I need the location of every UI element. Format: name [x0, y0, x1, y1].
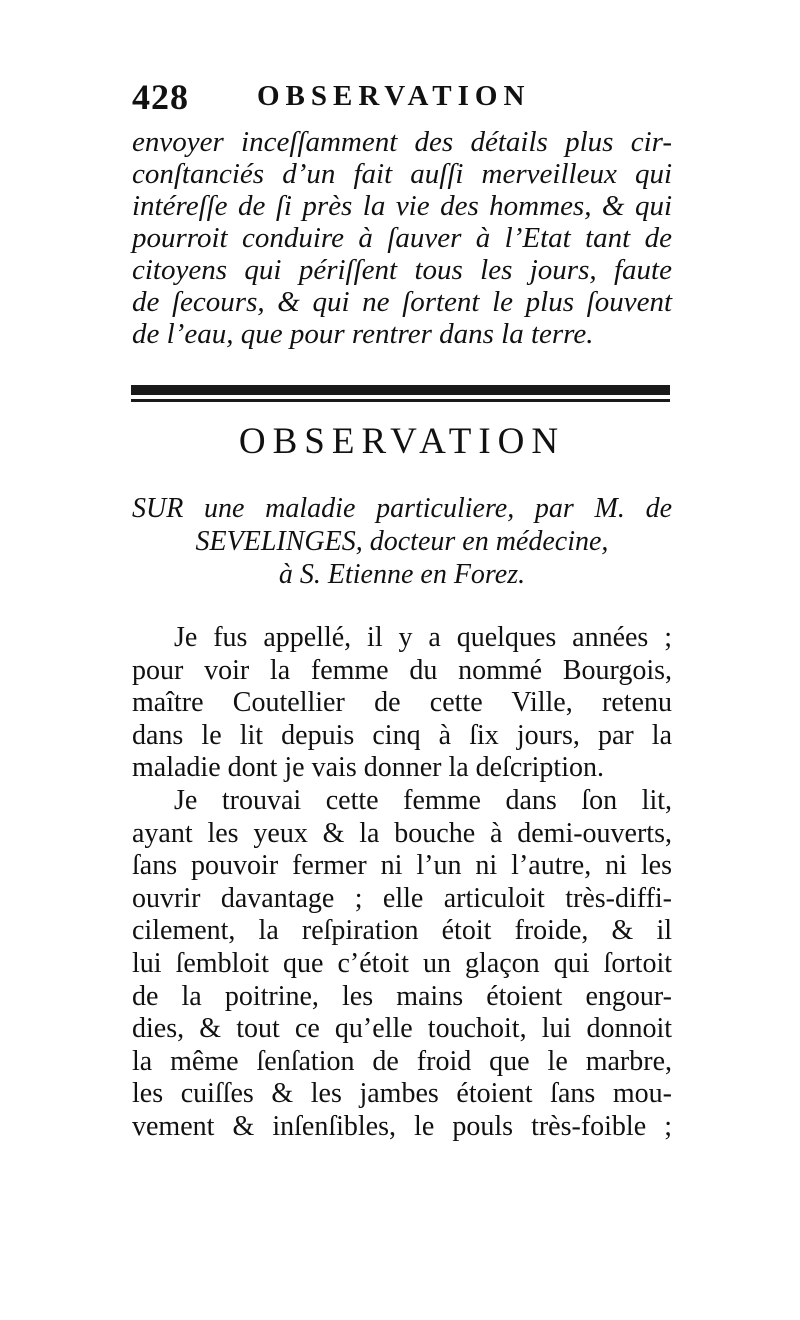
subtitle-line: SEVELINGES, docteur en médecine, [195, 526, 609, 557]
section-heading: OBSERVATION [238, 421, 566, 462]
text-line: pourroit conduire à ſauver à l’Etat tant de [132, 222, 672, 254]
text-line: lui ſembloit que c’étoit un glaçon qui ſortoit [132, 947, 672, 979]
text-line: conſtanciés d’un fait auſſi merveilleux qui [132, 158, 672, 190]
divider-thin-rule [131, 399, 670, 402]
text-line: dans le lit depuis cinq à ſix jours, par la [132, 719, 672, 751]
subtitle-line: à S. Etienne en Forez. [278, 559, 526, 590]
running-title: OBSERVATION [257, 80, 531, 112]
text-line: maladie dont je vais donner la deſcription. [132, 752, 604, 784]
text-line: intéreſſe de ſi près la vie des hommes, & qui [132, 190, 672, 222]
text-line: cilement, la reſpiration étoit froide, & il [132, 915, 672, 947]
text-line: de la poitrine, les mains étoient engour- [132, 980, 672, 1012]
text-line: citoyens qui périſſent tous les jours, faute [132, 254, 672, 286]
text-line: les cuiſſes & les jambes étoient ſans mou- [132, 1078, 672, 1110]
text-line: dies, & tout ce qu’elle touchoit, lui donnoit [132, 1013, 672, 1045]
text-line: ſans pouvoir fermer ni l’un ni l’autre, ni les [132, 850, 672, 882]
text-line: ayant les yeux & la bouche à demi-ouverts, [132, 817, 672, 849]
body-text [132, 622, 672, 1144]
text-line: Je trouvai cette femme dans ſon lit, [174, 784, 672, 816]
text-line: vement & inſenſibles, le pouls très-foible ; [132, 1110, 672, 1142]
text-line: envoyer inceſſamment des détails plus cir- [132, 126, 672, 158]
divider-thick-rule [131, 385, 670, 395]
section-subtitle [132, 492, 672, 591]
text-line: pour voir la femme du nommé Bourgois, [132, 654, 672, 686]
section-divider [131, 385, 670, 407]
text-line: la même ſenſation de froid que le marbre, [132, 1045, 672, 1077]
text-line: de ſecours, & qui ne ſortent le plus ſouvent [132, 286, 672, 318]
previous-article-ending [132, 126, 672, 350]
text-line: de l’eau, que pour rentrer dans la terre. [132, 318, 594, 350]
text-line: Je fus appellé, il y a quelques années ; [174, 622, 672, 653]
text-line: ouvrir davantage ; elle articuloit très-diffi- [132, 882, 672, 914]
subtitle-line: SUR une maladie particuliere, par M. de [132, 493, 672, 524]
running-head [132, 70, 672, 120]
page-number: 428 [132, 77, 189, 117]
text-line: maître Coutellier de cette Ville, retenu [132, 687, 672, 719]
